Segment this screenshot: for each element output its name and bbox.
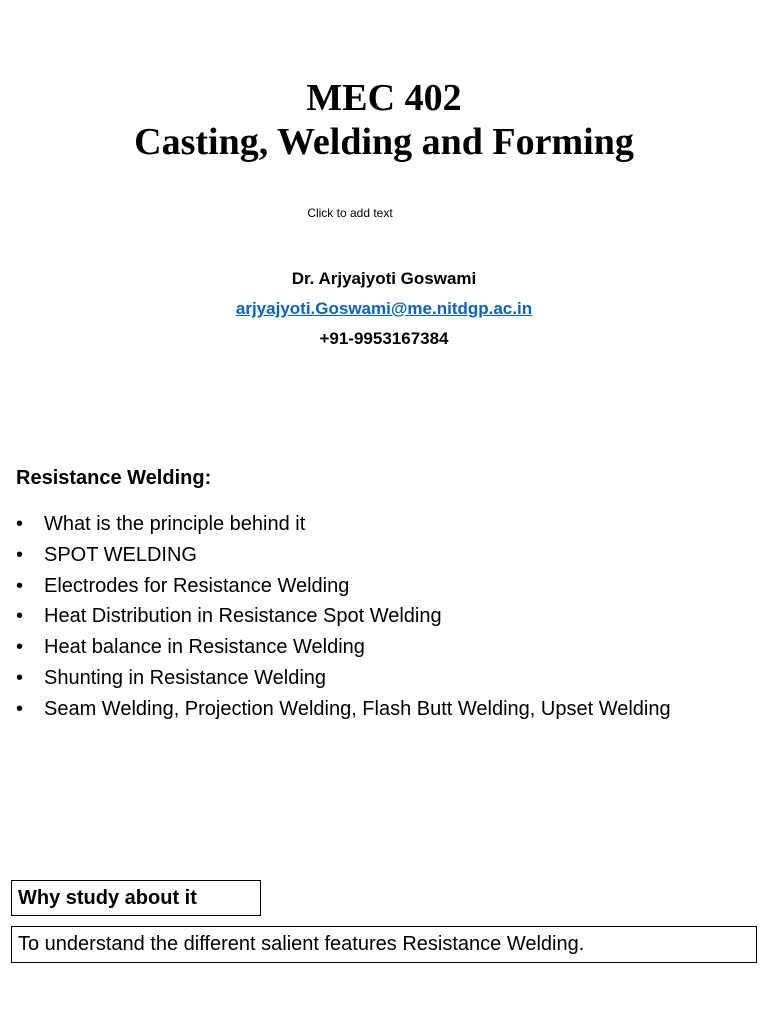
list-item (16, 694, 730, 725)
why-study-heading: Why study about it (11, 880, 261, 916)
add-text-placeholder[interactable]: Click to add text (307, 206, 393, 220)
author-name: Dr. Arjyajyoti Goswami (291, 269, 477, 288)
bullet-icon: • (16, 574, 24, 597)
bullet-icon: • (16, 697, 24, 720)
list-item (16, 632, 730, 663)
author-email-line (0, 294, 768, 324)
list-item (16, 601, 730, 632)
bullet-icon: • (16, 666, 24, 689)
why-study-answer: To understand the different salient features Resistance Welding. (11, 926, 757, 963)
list-item (16, 571, 730, 602)
bullet-icon: • (16, 636, 24, 659)
list-item-label: Heat balance in Resistance Welding (44, 636, 365, 659)
bullet-icon: • (16, 513, 24, 535)
list-item-label: Electrodes for Resistance Welding (44, 574, 350, 597)
author-block (0, 264, 768, 354)
section-heading: Resistance Welding: (16, 467, 212, 489)
list-item-label: Shunting in Resistance Welding (44, 666, 327, 689)
list-item (16, 509, 730, 540)
course-name: Casting, Welding and Forming (134, 121, 634, 163)
list-item-label: Heat Distribution in Resistance Spot Welding (44, 605, 442, 628)
list-item-label: What is the principle behind it (44, 513, 306, 535)
author-phone: +91-9953167384 (319, 329, 449, 348)
title-block (0, 76, 768, 164)
course-code: MEC 402 (306, 77, 462, 119)
topic-list (16, 509, 730, 725)
list-item-label: Seam Welding, Projection Welding, Flash Butt Welding, Upset Welding (44, 697, 671, 720)
author-email-link[interactable]: arjyajyoti.Goswami@me.nitdgp.ac.in (235, 299, 533, 318)
list-item (16, 540, 730, 571)
list-item-label: SPOT WELDING (44, 543, 197, 566)
list-item (16, 663, 730, 694)
bullet-icon: • (16, 543, 24, 566)
bullet-icon: • (16, 605, 24, 628)
